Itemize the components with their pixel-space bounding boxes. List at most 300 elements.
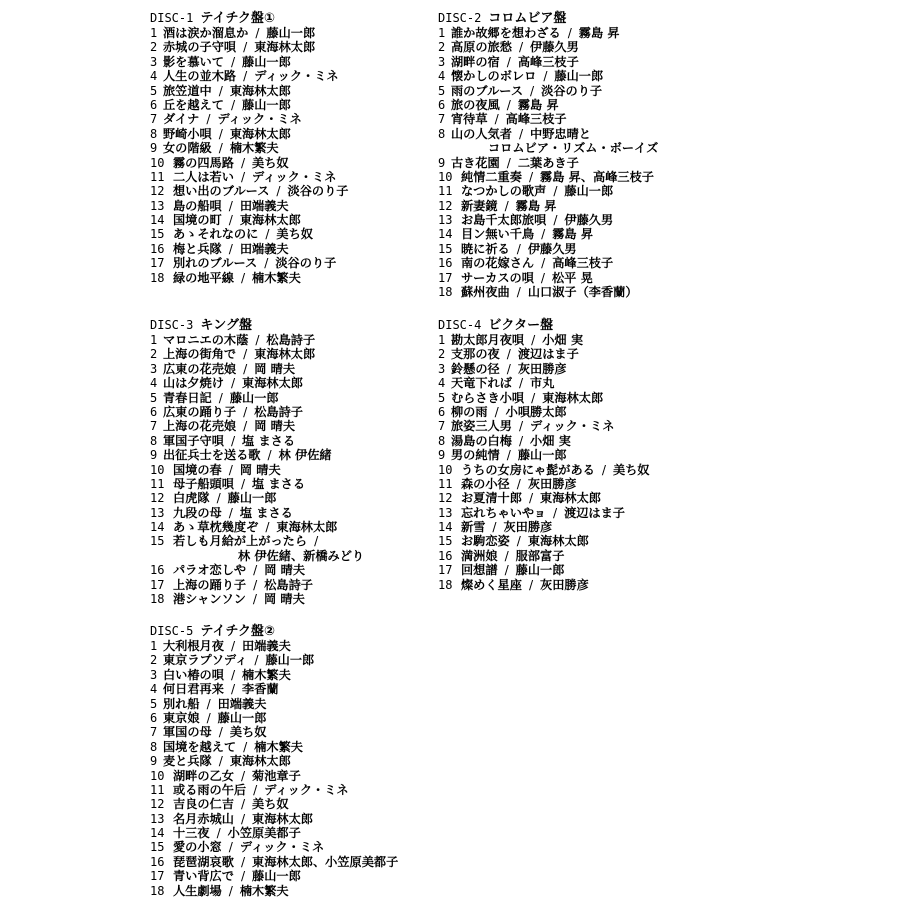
track-title: 支那の夜 bbox=[451, 347, 500, 362]
separator: / bbox=[228, 505, 233, 520]
track-title: 何日君再来 bbox=[163, 682, 224, 697]
track-number: 15 bbox=[438, 241, 453, 256]
track-number: 18 bbox=[438, 285, 453, 300]
track-title: 宵待草 bbox=[451, 112, 488, 127]
separator: / bbox=[240, 476, 246, 491]
track-row bbox=[438, 98, 878, 112]
track-artist: 松島詩子 bbox=[254, 404, 303, 419]
track-title: 満洲娘 bbox=[461, 548, 498, 563]
track-number: 11 bbox=[150, 782, 165, 797]
separator: / bbox=[516, 241, 521, 256]
track-row bbox=[438, 156, 878, 170]
track-number: 14 bbox=[438, 227, 453, 242]
track-artist: 東海林太郎 bbox=[254, 347, 316, 362]
separator: / bbox=[228, 840, 233, 855]
separator: / bbox=[230, 639, 236, 653]
separator: / bbox=[240, 811, 246, 826]
track-number: 14 bbox=[150, 213, 165, 228]
separator: / bbox=[601, 462, 606, 477]
track-number: 12 bbox=[438, 198, 453, 213]
disc-code: DISC-4 bbox=[438, 318, 482, 332]
track-artist: 美ち奴 bbox=[252, 797, 289, 812]
track-artist: ディック・ミネ bbox=[254, 69, 339, 84]
separator: / bbox=[543, 69, 548, 84]
separator: / bbox=[492, 520, 497, 535]
track-row bbox=[438, 434, 878, 448]
separator: / bbox=[541, 256, 546, 271]
separator: / bbox=[506, 347, 511, 362]
track-row bbox=[438, 419, 878, 433]
track-title: 燦めく星座 bbox=[461, 577, 522, 592]
track-title: 野崎小唄 bbox=[163, 126, 212, 141]
track-title: 出征兵士を送る歌 bbox=[163, 448, 261, 463]
track-title: 高原の旅愁 bbox=[451, 40, 512, 55]
track-number: 2 bbox=[438, 40, 446, 55]
track-number: 9 bbox=[438, 448, 446, 463]
separator: / bbox=[240, 270, 246, 285]
track-artist: 藤山一郎 bbox=[242, 97, 291, 112]
track-artist: 東海林太郎 bbox=[242, 376, 303, 391]
track-number: 4 bbox=[438, 69, 446, 84]
track-title: 大利根月夜 bbox=[163, 639, 224, 653]
separator: / bbox=[494, 112, 499, 127]
track-title: 東京ラプソディ bbox=[163, 653, 248, 668]
track-artist: 伊藤久男 bbox=[564, 213, 614, 228]
track-number: 12 bbox=[150, 491, 165, 506]
track-title: 国境の春 bbox=[173, 462, 222, 477]
separator: / bbox=[228, 198, 233, 213]
separator: / bbox=[216, 826, 221, 841]
track-title: 暁に祈る bbox=[461, 241, 510, 256]
separator: / bbox=[567, 26, 572, 40]
track-row bbox=[438, 55, 878, 69]
separator: / bbox=[240, 869, 246, 884]
track-number: 12 bbox=[150, 797, 165, 812]
track-number: 17 bbox=[150, 577, 165, 592]
track-row bbox=[438, 506, 878, 520]
track-list bbox=[150, 639, 590, 898]
track-artist: ディック・ミネ bbox=[252, 169, 337, 184]
track-number: 1 bbox=[438, 333, 446, 347]
track-artist: 松平 晃 bbox=[552, 270, 593, 285]
separator: / bbox=[252, 592, 257, 607]
track-title: 軍国子守唄 bbox=[163, 433, 224, 448]
track-artist: 東海林太郎 bbox=[254, 40, 316, 55]
track-row bbox=[150, 740, 590, 754]
separator: / bbox=[228, 213, 233, 228]
track-title: 白い椿の唄 bbox=[163, 667, 224, 682]
track-artist: 東海林太郎 bbox=[540, 491, 601, 506]
track-title: 上海の花売娘 bbox=[163, 419, 237, 434]
track-artist: 楠木繁夫 bbox=[252, 270, 301, 285]
track-row bbox=[150, 754, 590, 768]
track-artist: 塩 まさる bbox=[239, 505, 293, 520]
track-artist: 菊池章子 bbox=[252, 768, 301, 783]
track-title: お夏清十郎 bbox=[461, 491, 522, 506]
track-number: 16 bbox=[150, 563, 165, 578]
track-title: 森の小径 bbox=[461, 476, 510, 491]
track-artist: 霧島 昇 bbox=[517, 97, 559, 112]
track-artist: 淡谷のり子 bbox=[287, 184, 349, 199]
track-number: 18 bbox=[438, 577, 453, 592]
track-number: 7 bbox=[438, 112, 446, 127]
track-number: 3 bbox=[438, 361, 446, 376]
track-title: 旅姿三人男 bbox=[451, 419, 512, 434]
track-number: 8 bbox=[438, 126, 446, 141]
track-title: 別れのブルース bbox=[173, 256, 258, 271]
track-row bbox=[438, 534, 878, 548]
track-row bbox=[438, 213, 878, 227]
track-number: 13 bbox=[150, 198, 165, 213]
track-artist: 高峰三枝子 bbox=[552, 256, 614, 271]
track-artist: 中野忠晴と bbox=[530, 126, 591, 141]
track-number: 13 bbox=[150, 811, 165, 826]
separator: / bbox=[264, 256, 269, 271]
track-artist: 東海林太郎 bbox=[229, 126, 291, 141]
track-title: 湖畔の宿 bbox=[451, 54, 500, 69]
track-artist: 藤山一郎 bbox=[517, 448, 567, 463]
track-title: 山は夕焼け bbox=[163, 376, 224, 391]
track-title: あゝそれなのに bbox=[173, 227, 259, 242]
track-artist: 東海林太郎、小笠原美都子 bbox=[252, 854, 399, 869]
track-number: 18 bbox=[150, 883, 165, 898]
track-row bbox=[150, 639, 590, 653]
track-number: 2 bbox=[150, 40, 158, 55]
track-artist: 東海林太郎 bbox=[229, 83, 291, 98]
track-number: 9 bbox=[150, 448, 158, 463]
track-artist: 田端義夫 bbox=[239, 241, 289, 256]
track-title: お駒恋姿 bbox=[461, 534, 510, 549]
separator: / bbox=[516, 285, 521, 300]
track-number: 18 bbox=[150, 270, 165, 285]
separator: / bbox=[518, 126, 524, 141]
track-number: 14 bbox=[150, 520, 165, 535]
track-artist: 淡谷のり子 bbox=[275, 256, 337, 271]
separator: / bbox=[228, 462, 233, 477]
track-row bbox=[438, 112, 878, 126]
track-title: 新妻鏡 bbox=[461, 198, 498, 213]
separator: / bbox=[240, 768, 246, 783]
track-row bbox=[438, 285, 878, 299]
track-artist: 藤山一郎 bbox=[252, 869, 301, 884]
track-number: 10 bbox=[150, 768, 165, 783]
track-title: 若しも月給が上がったら bbox=[173, 534, 308, 549]
disc-header bbox=[438, 10, 878, 26]
track-artist-continued: コロムビア・リズム・ボーイズ bbox=[488, 141, 659, 156]
track-title: 純情二重奏 bbox=[461, 169, 522, 184]
separator: / bbox=[540, 270, 545, 285]
track-number: 11 bbox=[150, 169, 165, 184]
track-artist: 楠木繁夫 bbox=[242, 667, 291, 682]
track-number: 5 bbox=[150, 83, 158, 98]
disc-label: キング盤 bbox=[200, 318, 252, 333]
track-row bbox=[438, 271, 878, 285]
separator: / bbox=[531, 390, 536, 405]
track-number: 10 bbox=[438, 462, 453, 477]
track-title: 十三夜 bbox=[173, 826, 210, 841]
track-artist: 藤山一郎 bbox=[242, 54, 291, 69]
track-row bbox=[438, 347, 878, 361]
track-row bbox=[438, 227, 878, 241]
track-number: 1 bbox=[150, 333, 158, 347]
track-artist: 渡辺はま子 bbox=[564, 505, 625, 520]
track-number: 1 bbox=[150, 26, 158, 40]
track-title: 目ン無い千鳥 bbox=[461, 227, 535, 242]
separator: / bbox=[528, 577, 534, 592]
track-artist: 高峰三枝子 bbox=[505, 112, 567, 127]
track-row bbox=[150, 711, 590, 725]
track-row bbox=[438, 26, 878, 40]
track-title: 湯島の白梅 bbox=[451, 433, 512, 448]
track-artist: 灰田勝彦 bbox=[517, 361, 567, 376]
track-artist: 岡 晴夫 bbox=[264, 592, 305, 607]
track-row bbox=[150, 653, 590, 667]
track-artist: 東海林太郎 bbox=[542, 390, 604, 405]
track-artist: 田端義夫 bbox=[239, 198, 289, 213]
track-row bbox=[438, 40, 878, 54]
disc-code: DISC-2 bbox=[438, 11, 482, 25]
track-number: 6 bbox=[150, 97, 158, 112]
track-artist: 霧島 昇、高峰三枝子 bbox=[540, 169, 654, 184]
separator: / bbox=[243, 347, 248, 362]
separator: / bbox=[218, 141, 223, 156]
track-artist: 高峰三枝子 bbox=[517, 54, 579, 69]
track-row bbox=[438, 520, 878, 534]
track-number: 3 bbox=[150, 54, 158, 69]
track-title: 或る雨の午后 bbox=[173, 782, 247, 797]
track-row bbox=[438, 376, 878, 390]
track-row bbox=[150, 783, 590, 797]
separator: / bbox=[530, 83, 535, 98]
disc-code: DISC-3 bbox=[150, 318, 194, 332]
separator: / bbox=[255, 333, 260, 347]
track-number: 12 bbox=[150, 184, 165, 199]
track-title: なつかしの歌声 bbox=[461, 184, 547, 199]
track-title: 酒は涙か溜息か bbox=[163, 26, 249, 40]
track-number: 13 bbox=[438, 213, 453, 228]
track-artist: 灰田勝彦 bbox=[527, 476, 577, 491]
separator: / bbox=[206, 696, 211, 711]
track-title: 別れ船 bbox=[163, 696, 200, 711]
separator: / bbox=[516, 534, 521, 549]
track-number: 6 bbox=[438, 97, 446, 112]
track-title: 名月赤城山 bbox=[173, 811, 234, 826]
track-number: 13 bbox=[438, 505, 453, 520]
separator: / bbox=[518, 433, 524, 448]
track-title: 上海の踊り子 bbox=[173, 577, 247, 592]
track-artist: ディック・ミネ bbox=[217, 112, 302, 127]
track-row bbox=[438, 563, 878, 577]
track-artist: 美ち奴 bbox=[612, 462, 650, 477]
separator: / bbox=[206, 112, 211, 127]
track-title: 丘を越えて bbox=[163, 97, 224, 112]
track-row bbox=[150, 682, 590, 696]
track-number: 5 bbox=[150, 390, 158, 405]
separator: / bbox=[504, 563, 509, 578]
track-artist: 藤山一郎 bbox=[554, 69, 604, 84]
track-number: 8 bbox=[150, 739, 158, 754]
separator: / bbox=[265, 520, 270, 535]
track-artist: 小唄勝太郎 bbox=[505, 404, 567, 419]
track-title: サーカスの唄 bbox=[461, 270, 534, 285]
track-number: 16 bbox=[438, 256, 453, 271]
track-title: あゝ草枕幾度ぞ bbox=[173, 520, 259, 535]
track-number: 14 bbox=[150, 826, 165, 841]
separator: / bbox=[518, 376, 524, 391]
disc-2-section bbox=[438, 10, 878, 299]
track-title: 天竜下れば bbox=[451, 376, 512, 391]
track-artist: ディック・ミネ bbox=[264, 782, 349, 797]
track-artist: 藤山一郎 bbox=[266, 26, 316, 40]
separator: / bbox=[230, 682, 236, 697]
separator: / bbox=[494, 404, 499, 419]
disc-label: コロムビア盤 bbox=[488, 11, 567, 26]
track-artist: 塩 まさる bbox=[242, 433, 296, 448]
track-title: 琵琶湖哀歌 bbox=[173, 854, 234, 869]
track-number: 17 bbox=[150, 869, 165, 884]
track-number: 7 bbox=[150, 112, 158, 127]
separator: / bbox=[518, 419, 524, 434]
track-artist: 東海林太郎 bbox=[252, 811, 313, 826]
track-row bbox=[438, 69, 878, 83]
separator: / bbox=[243, 40, 248, 55]
separator: / bbox=[218, 83, 223, 98]
track-artist: 二葉あき子 bbox=[517, 155, 579, 170]
track-artist: 李香蘭 bbox=[242, 682, 279, 697]
track-number: 10 bbox=[150, 462, 165, 477]
track-row bbox=[150, 697, 590, 711]
separator: / bbox=[254, 653, 259, 668]
separator: / bbox=[276, 184, 281, 199]
track-row bbox=[438, 242, 878, 256]
track-artist: 東海林太郎 bbox=[239, 213, 301, 228]
separator: / bbox=[528, 491, 534, 506]
separator: / bbox=[240, 797, 246, 812]
track-title: 蘇州夜曲 bbox=[461, 285, 510, 300]
track-number: 15 bbox=[150, 840, 165, 855]
separator: / bbox=[504, 198, 509, 213]
track-title: パラオ恋しや bbox=[173, 563, 247, 578]
track-title: 軍国の母 bbox=[163, 725, 212, 740]
track-number: 9 bbox=[150, 754, 158, 769]
track-title: 広東の踊り子 bbox=[163, 404, 237, 419]
track-number: 8 bbox=[438, 433, 446, 448]
track-artist: 東海林太郎 bbox=[527, 534, 589, 549]
track-artist: 美ち奴 bbox=[229, 725, 267, 740]
track-number: 9 bbox=[150, 141, 158, 156]
track-number: 14 bbox=[438, 520, 453, 535]
track-title: 人生劇場 bbox=[173, 883, 222, 898]
track-number: 2 bbox=[438, 347, 446, 362]
separator: / bbox=[230, 376, 236, 391]
track-title: 新雪 bbox=[461, 520, 486, 535]
separator: / bbox=[506, 155, 511, 170]
track-row bbox=[438, 256, 878, 270]
track-title: 懐かしのボレロ bbox=[451, 69, 537, 84]
track-title: お島千太郎旅唄 bbox=[461, 213, 547, 228]
track-title: 雨のブルース bbox=[451, 83, 524, 98]
track-artist: 楠木繁夫 bbox=[229, 141, 279, 156]
track-title: 湖畔の乙女 bbox=[173, 768, 234, 783]
separator: / bbox=[216, 491, 221, 506]
track-number: 1 bbox=[150, 639, 158, 653]
track-row bbox=[438, 199, 878, 213]
separator: / bbox=[265, 227, 270, 242]
separator: / bbox=[243, 739, 248, 754]
track-artist: 灰田勝彦 bbox=[503, 520, 553, 535]
track-artist: 小畑 実 bbox=[542, 333, 584, 347]
track-title: 想い出のブルース bbox=[173, 184, 270, 199]
track-number: 15 bbox=[150, 227, 165, 242]
track-artist: 藤山一郎 bbox=[515, 563, 565, 578]
separator: / bbox=[518, 40, 524, 55]
track-number: 1 bbox=[438, 26, 446, 40]
track-artist: 田端義夫 bbox=[242, 639, 291, 653]
disc-code: DISC-5 bbox=[150, 624, 194, 638]
track-number: 16 bbox=[150, 854, 165, 869]
track-row bbox=[150, 592, 590, 606]
track-title: 青春日記 bbox=[163, 390, 212, 405]
track-title: 吉良の仁吉 bbox=[173, 797, 234, 812]
track-number: 10 bbox=[438, 169, 453, 184]
track-title: 青い背広で bbox=[173, 869, 234, 884]
track-title: 勘太郎月夜唄 bbox=[451, 333, 525, 347]
track-number: 6 bbox=[438, 404, 446, 419]
separator: / bbox=[230, 54, 236, 69]
track-title: 霧の四馬路 bbox=[173, 155, 234, 170]
track-artist: 藤山一郎 bbox=[229, 390, 279, 405]
track-title: 南の花嫁さん bbox=[461, 256, 535, 271]
track-row bbox=[438, 491, 878, 505]
track-artist: 服部富子 bbox=[515, 548, 565, 563]
disc-label: テイチク盤① bbox=[200, 11, 275, 26]
track-artist: 松島詩子 bbox=[264, 577, 313, 592]
track-title: 影を慕いて bbox=[163, 54, 224, 69]
track-artist: 松島詩子 bbox=[266, 333, 316, 347]
track-list bbox=[438, 26, 878, 299]
separator: / bbox=[243, 69, 248, 84]
track-number: 6 bbox=[150, 710, 158, 725]
track-title: 人生の並木路 bbox=[163, 69, 237, 84]
separator: / bbox=[228, 883, 233, 898]
separator: / bbox=[230, 97, 236, 112]
track-number: 13 bbox=[150, 505, 165, 520]
separator: / bbox=[243, 361, 248, 376]
track-number: 15 bbox=[438, 534, 453, 549]
track-title: 東京娘 bbox=[163, 710, 200, 725]
track-number: 17 bbox=[438, 563, 453, 578]
track-artist: 岡 晴夫 bbox=[239, 462, 281, 477]
track-title: 旅笠道中 bbox=[163, 83, 212, 98]
track-number: 7 bbox=[150, 725, 158, 740]
track-artist: 東海林太郎 bbox=[276, 520, 338, 535]
separator: / bbox=[218, 754, 223, 769]
track-row bbox=[438, 549, 878, 563]
track-row bbox=[438, 362, 878, 376]
separator: / bbox=[553, 184, 558, 199]
track-artist: 藤山一郎 bbox=[227, 491, 277, 506]
track-artist: 林 伊佐緒 bbox=[278, 448, 332, 463]
track-number: 3 bbox=[438, 54, 446, 69]
track-row bbox=[438, 477, 878, 491]
track-title: 港シャンソン bbox=[173, 592, 246, 607]
track-title: 鈴懸の径 bbox=[451, 361, 500, 376]
separator: / bbox=[218, 390, 223, 405]
disc-label: テイチク盤② bbox=[200, 624, 275, 639]
track-row bbox=[438, 448, 878, 462]
track-title: 二人は若い bbox=[173, 169, 234, 184]
track-artist: ディック・ミネ bbox=[239, 840, 325, 855]
